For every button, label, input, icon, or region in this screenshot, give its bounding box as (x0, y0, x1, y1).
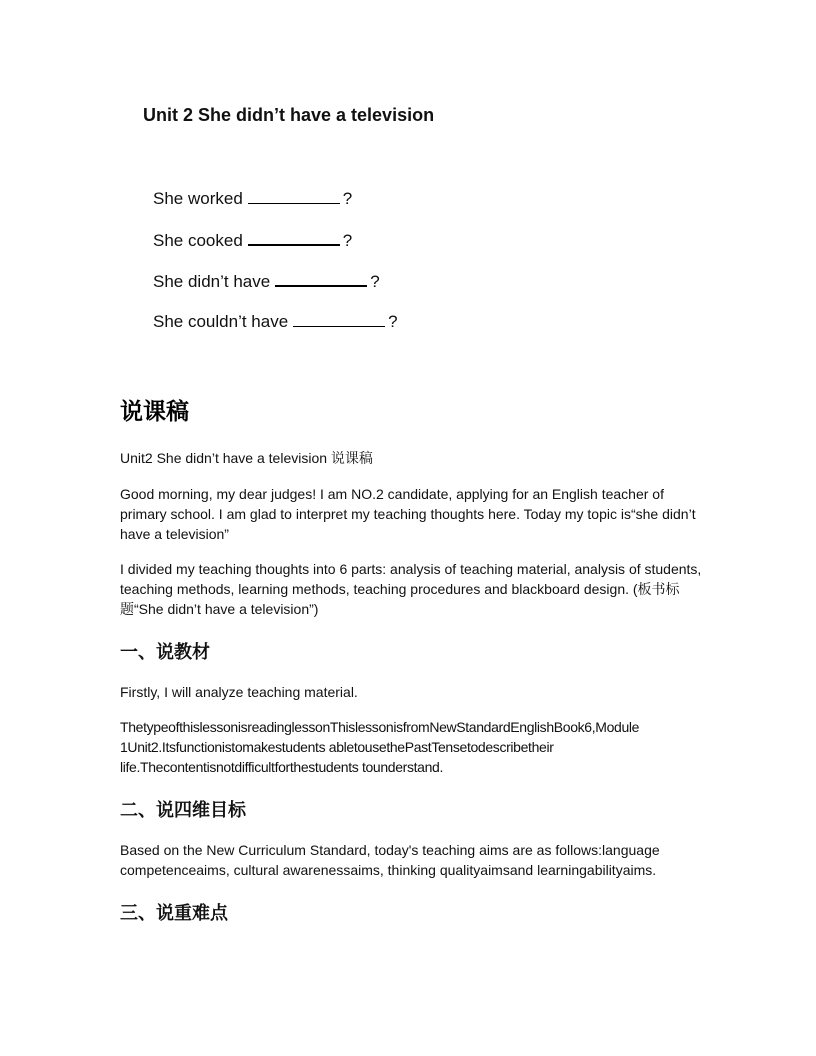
sentence-prefix: She worked (153, 189, 243, 208)
sentence-suffix: ? (388, 312, 398, 331)
sentence-prefix: She didn’t have (153, 272, 271, 291)
section-1-paragraph-1: Firstly, I will analyze teaching material. (120, 684, 358, 700)
paragraph-line: life.Thecontentisnotdifficultforthestudents tounderstand. (120, 759, 444, 775)
exercise-sentence (153, 230, 352, 251)
section-1-paragraph-2 (120, 717, 720, 777)
exercise-sentence (153, 312, 398, 332)
document-title: 说课稿 (120, 399, 189, 425)
paragraph-line: ThetypeofthislessonisreadinglessonThislessonisfromNewStandardEnglishBook6,Module (120, 719, 640, 735)
exercise-sentence (153, 271, 380, 292)
answer-blank (248, 189, 340, 204)
exercise-sentence (153, 189, 352, 209)
sentence-suffix: ? (370, 272, 380, 291)
answer-blank (248, 230, 340, 246)
exercise-title: Unit 2 She didn’t have a television (143, 105, 435, 125)
sentence-prefix: She cooked (153, 231, 243, 250)
sentence-suffix: ? (342, 189, 353, 208)
document-subtitle: Unit2 She didn’t have a television 说课稿 (120, 450, 373, 466)
section-2-paragraph-1: Based on the New Curriculum Standard, today's teaching aims are as follows:language competenceaims, cultural awarenessaims, thinking qualityaimsand learningabilityaims. (120, 842, 660, 878)
intro-paragraph-2: I divided my teaching thoughts into 6 parts: analysis of teaching material, analysis of students, teaching methods, learning methods, teaching procedures and blackboard design. (板书标题“She didn’t have a television”) (120, 561, 702, 617)
intro-paragraph-1: Good morning, my dear judges! I am NO.2 candidate, applying for an English teacher of primary school. I am glad to interpret my teaching thoughts here. Today my topic is“she didn’t have a television” (120, 486, 696, 542)
section-2-heading: 二、说四维目标 (120, 800, 246, 821)
answer-blank (275, 271, 367, 287)
paragraph-line: 1Unit2.Itsfunctionistomakestudents abletousethePastTensetodescribetheir (120, 739, 554, 755)
section-1-heading: 一、说教材 (120, 642, 210, 663)
sentence-prefix: She couldn’t have (153, 312, 289, 331)
answer-blank (293, 312, 385, 327)
sentence-suffix: ? (342, 231, 353, 250)
section-3-heading: 三、说重难点 (120, 903, 228, 924)
